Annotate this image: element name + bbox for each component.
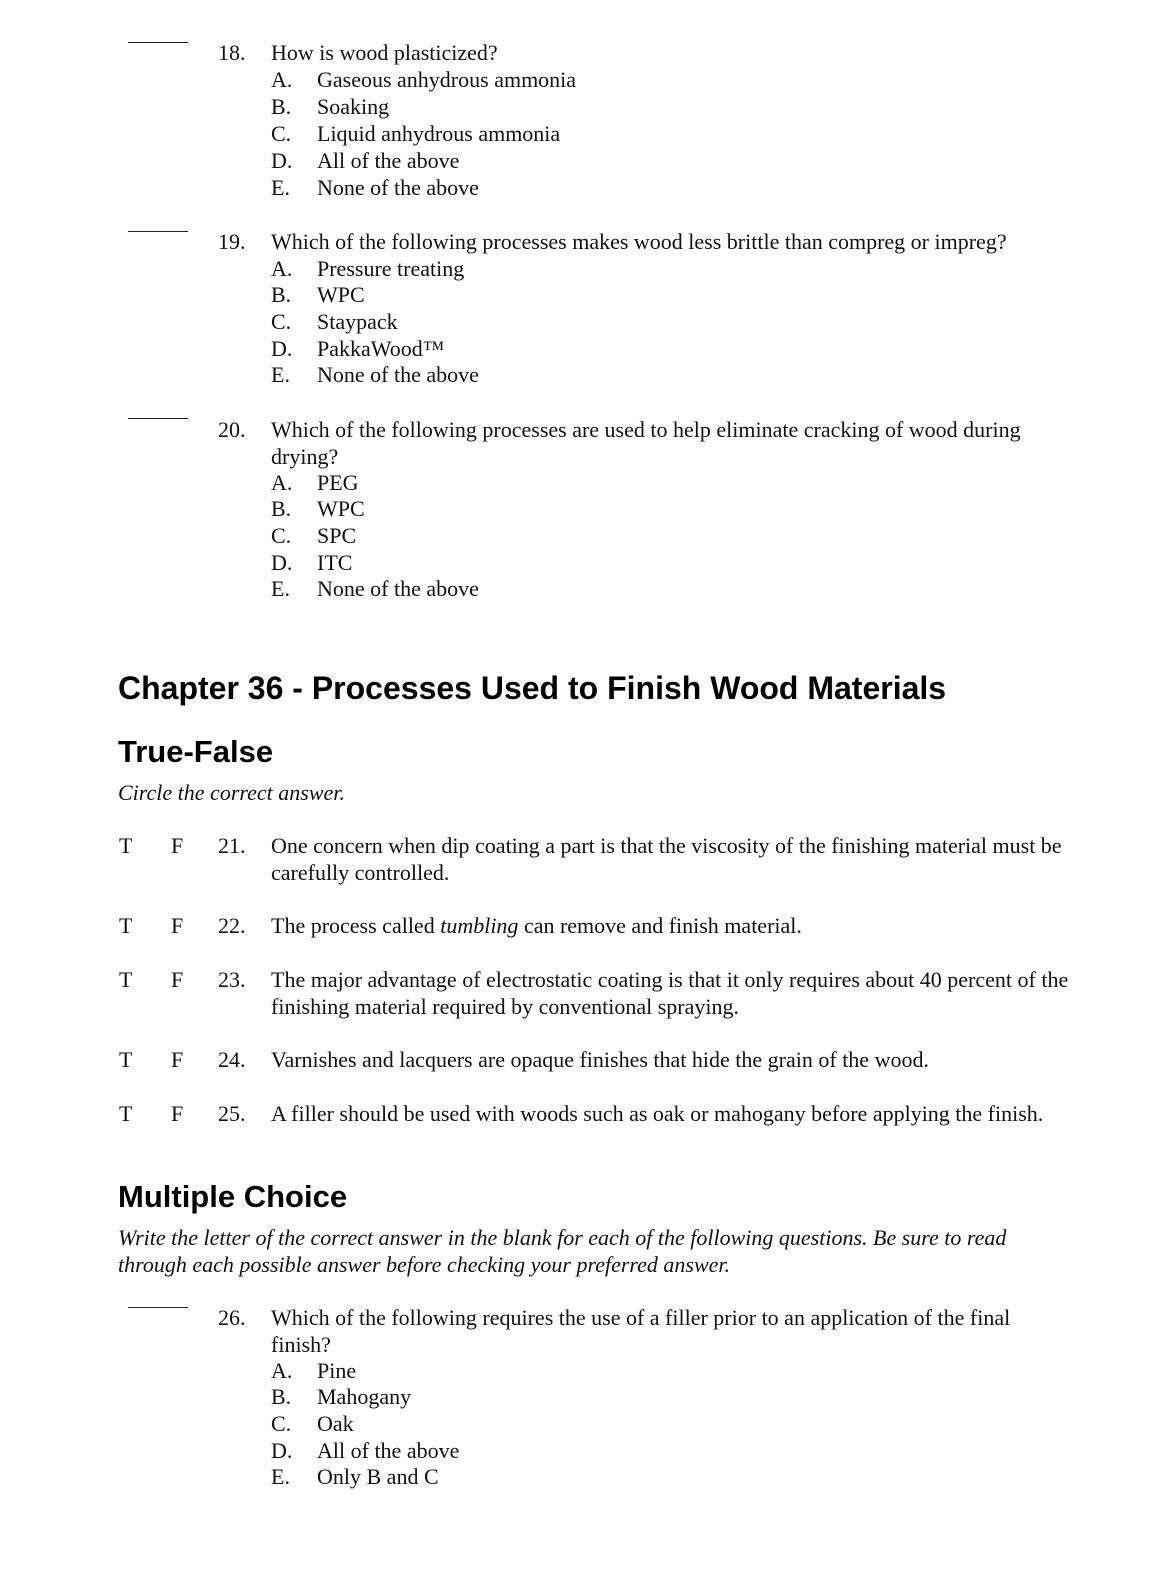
option-letter: D. — [271, 550, 293, 575]
answer-blank[interactable] — [128, 42, 188, 43]
question-number: 26. — [218, 1305, 246, 1330]
option-text: Gaseous anhydrous ammonia — [317, 67, 577, 92]
option-d — [271, 336, 444, 363]
option-letter: A. — [271, 67, 293, 92]
option-d — [271, 550, 352, 577]
statement-text: A filler should be used with woods such as oak or mahogany before applying the finish. — [271, 1101, 1044, 1126]
option-letter: A. — [271, 256, 293, 281]
option-text: Staypack — [317, 309, 398, 334]
false-option[interactable]: F — [171, 913, 184, 938]
true-option[interactable]: T — [119, 833, 133, 858]
option-e — [271, 576, 479, 603]
statement-text — [271, 913, 802, 940]
false-option[interactable]: F — [171, 1047, 184, 1072]
option-letter: C. — [271, 309, 292, 334]
option-b — [271, 496, 365, 523]
option-c — [271, 309, 398, 336]
option-text: None of the above — [317, 362, 479, 387]
option-text: Only B and C — [317, 1464, 439, 1489]
option-letter: E. — [271, 362, 290, 387]
option-letter: D. — [271, 1438, 293, 1463]
false-option[interactable]: F — [171, 833, 184, 858]
option-b — [271, 282, 365, 309]
emphasized-term: tumbling — [440, 913, 519, 938]
option-text: SPC — [317, 523, 357, 548]
option-letter: C. — [271, 121, 292, 146]
option-text: None of the above — [317, 175, 479, 200]
option-letter: C. — [271, 523, 292, 548]
option-e — [271, 1464, 439, 1491]
option-c — [271, 523, 356, 550]
statement-text-part: can remove and finish material. — [518, 913, 802, 938]
question-text: How is wood plasticized? — [271, 40, 498, 65]
option-a — [271, 1358, 356, 1385]
option-text: All of the above — [317, 148, 460, 173]
option-letter: B. — [271, 282, 292, 307]
option-a — [271, 256, 464, 283]
option-letter: B. — [271, 1384, 292, 1409]
false-option[interactable]: F — [171, 967, 184, 992]
option-text: PakkaWood™ — [317, 336, 445, 361]
option-d — [271, 1438, 459, 1465]
option-letter: D. — [271, 148, 293, 173]
option-letter: C. — [271, 1411, 292, 1436]
option-text: All of the above — [317, 1438, 460, 1463]
false-option[interactable]: F — [171, 1101, 184, 1126]
option-d — [271, 148, 459, 175]
section-instruction: Write the letter of the correct answer in the blank for each of the following questions. Be sure to read through each possible answer before checking your preferred answer. — [118, 1225, 1007, 1277]
question-text: Which of the following processes are used to help eliminate cracking of wood during drying? — [271, 417, 1021, 469]
question-number: 19. — [218, 229, 246, 254]
true-option[interactable]: T — [119, 913, 133, 938]
option-letter: E. — [271, 576, 290, 601]
section-instruction: Circle the correct answer. — [118, 780, 345, 805]
option-e — [271, 175, 479, 202]
option-b — [271, 1384, 411, 1411]
chapter-title: Chapter 36 - Processes Used to Finish Wood Materials — [118, 670, 947, 706]
question-number: 18. — [218, 40, 246, 65]
true-option[interactable]: T — [119, 1047, 133, 1072]
question-number: 25. — [218, 1101, 246, 1126]
question-number: 21. — [218, 833, 246, 858]
option-text: WPC — [317, 282, 365, 307]
option-text: WPC — [317, 496, 365, 521]
answer-blank[interactable] — [128, 1307, 188, 1308]
option-text: PEG — [317, 470, 359, 495]
section-heading-multiple-choice: Multiple Choice — [118, 1179, 348, 1214]
option-letter: B. — [271, 496, 292, 521]
option-e — [271, 362, 479, 389]
option-text: Mahogany — [317, 1384, 412, 1409]
option-text: Pressure treating — [317, 256, 465, 281]
option-text: Soaking — [317, 94, 390, 119]
question-number: 20. — [218, 417, 246, 442]
question-number: 23. — [218, 967, 246, 992]
option-letter: A. — [271, 1358, 293, 1383]
option-a — [271, 470, 359, 497]
true-option[interactable]: T — [119, 1101, 133, 1126]
option-c — [271, 121, 560, 148]
statement-text: Varnishes and lacquers are opaque finishes that hide the grain of the wood. — [271, 1047, 929, 1072]
option-text: Liquid anhydrous ammonia — [317, 121, 561, 146]
option-text: ITC — [317, 550, 353, 575]
option-text: Oak — [317, 1411, 354, 1436]
question-text: Which of the following requires the use of a filler prior to an application of the final finish? — [271, 1305, 1011, 1357]
section-heading-true-false: True-False — [118, 734, 274, 769]
option-letter: D. — [271, 336, 293, 361]
statement-text-part: The process called — [271, 913, 441, 938]
question-text: Which of the following processes makes wood less brittle than compreg or impreg? — [271, 229, 1007, 254]
answer-blank[interactable] — [128, 231, 188, 232]
question-number: 24. — [218, 1047, 246, 1072]
option-letter: B. — [271, 94, 292, 119]
option-a — [271, 67, 576, 94]
option-text: None of the above — [317, 576, 479, 601]
option-text: Pine — [317, 1358, 357, 1383]
option-letter: A. — [271, 470, 293, 495]
option-letter: E. — [271, 175, 290, 200]
question-number: 22. — [218, 913, 246, 938]
option-c — [271, 1411, 354, 1438]
option-b — [271, 94, 389, 121]
true-option[interactable]: T — [119, 967, 133, 992]
statement-text: One concern when dip coating a part is that the viscosity of the finishing material must be carefully controlled. — [271, 833, 1062, 885]
statement-text: The major advantage of electrostatic coating is that it only requires about 40 percent of the finishing material required by conventional spraying. — [271, 967, 1069, 1019]
answer-blank[interactable] — [128, 418, 188, 419]
option-letter: E. — [271, 1464, 290, 1489]
